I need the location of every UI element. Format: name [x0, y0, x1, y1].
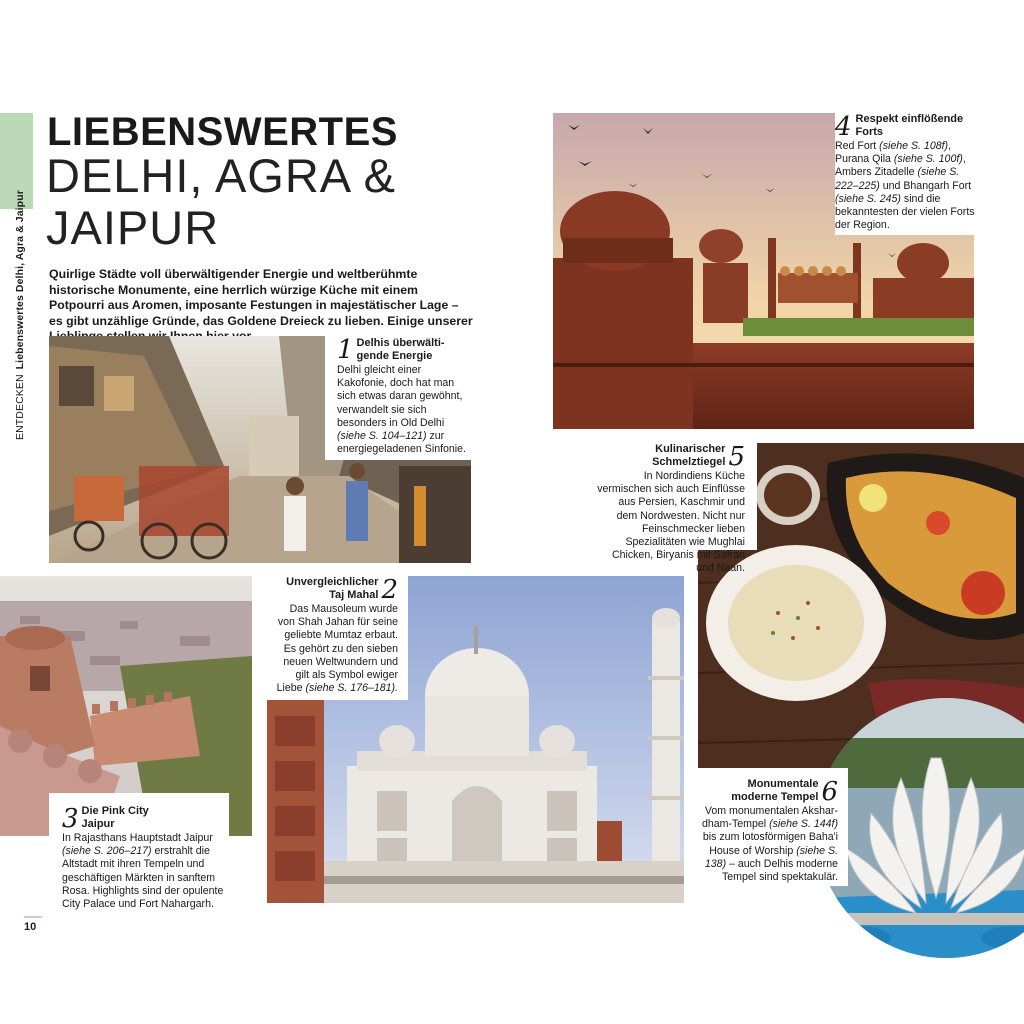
feature-title-5: Kulinarischer Schmelztiegel	[652, 443, 726, 468]
feature-box-1	[325, 336, 471, 460]
feature-box-3	[49, 793, 229, 911]
feature-box-4	[835, 113, 976, 235]
feature-text-4: Red Fort (siehe S. 108f), Purana Qila (siehe S. 100f), Ambers Zitadelle (siehe S. 222–225) und Bhangarh Fort (siehe S. 245) sind die bekanntesten der vielen Forts der Region.	[835, 140, 975, 232]
feature-text-2: Das Mausoleum wurde von Shah Jahan für seine geliebte Mumtaz erbaut. Es gehört zu den sieben neuen Weltwundern und gilt als Symbol ewiger Liebe (siehe S. 176–181).	[276, 603, 398, 695]
feature-title-2: Unvergleichlicher Taj Mahal	[286, 576, 379, 601]
intro-paragraph: Quirlige Städte voll überwältigender Energie und weltberühmte historische Monumente, eine herrlich würzige Küche mit einem Potpourri aus Aromen, imposante Festungen in majestätischer Lage – es gibt unzählige Gründe, das Goldene Dreieck zu lieben. Einige unserer	[49, 267, 473, 328]
feature-number-2: 2	[381, 575, 398, 605]
feature-box-2	[267, 576, 408, 700]
feature-title-3: Die Pink City Jaipur	[81, 805, 149, 830]
feature-box-5	[590, 442, 757, 575]
running-header-category: ENTDECKEN	[14, 374, 26, 440]
running-header	[14, 190, 32, 440]
feature-text-3: In Rajasthans Hauptstadt Jaipur (siehe S. 206–217) erstrahlt die Altstadt mit ihren Tempeln und geschäftigen Märkten in sanftem Rosa. Highlights sind der opulente City Palace und Fort Nahargarh.	[62, 832, 224, 911]
feature-number-5: 5	[728, 442, 745, 472]
feature-title-1: Delhis überwältigende Energie	[356, 337, 445, 362]
feature-number-6: 6	[821, 777, 838, 807]
page-number: 10	[24, 921, 37, 933]
feature-text-6: Vom monumentalen Akshardham-Tempel (siehe S. 144f) bis zum lotosförmigen Baha'i House of Worship (siehe S. 138) – auch Delhis moderne Tempel sind spektakulär.	[701, 805, 838, 884]
feature-title-6: Monumentale moderne Tempel	[731, 778, 819, 803]
page-subtitle: DELHI, AGRA & JAIPUR	[46, 149, 396, 254]
feature-box-6	[698, 768, 848, 886]
feature-text-5: In Nordindiens Küche vermischen sich auch Einflüsse aus Persien, Kaschmir und dem Nordwesten. Nicht nur Feinschmecker lieben Spezialitäten wie Mughlai Chicken, Biryanis mit Safran und Naan.	[597, 470, 745, 575]
feature-text-1: Delhi gleicht einer Kakofonie, doch hat man sich etwas daran gewöhnt, verwandelt sie sich besonders in Old Delhi (siehe S. 104–121) zur energiegeladenen Sinfonie.	[337, 364, 466, 456]
running-header-section: Liebenswertes Delhi, Agra & Jaipur	[14, 190, 26, 370]
feature-title-4: Respekt einflößende Forts	[855, 113, 964, 138]
feature-number-1: 1	[337, 335, 354, 365]
feature-number-3: 3	[62, 804, 79, 834]
page-title: LIEBENSWERTES	[47, 110, 398, 154]
feature-number-4: 4	[835, 112, 852, 142]
page-number-rule	[24, 916, 42, 918]
